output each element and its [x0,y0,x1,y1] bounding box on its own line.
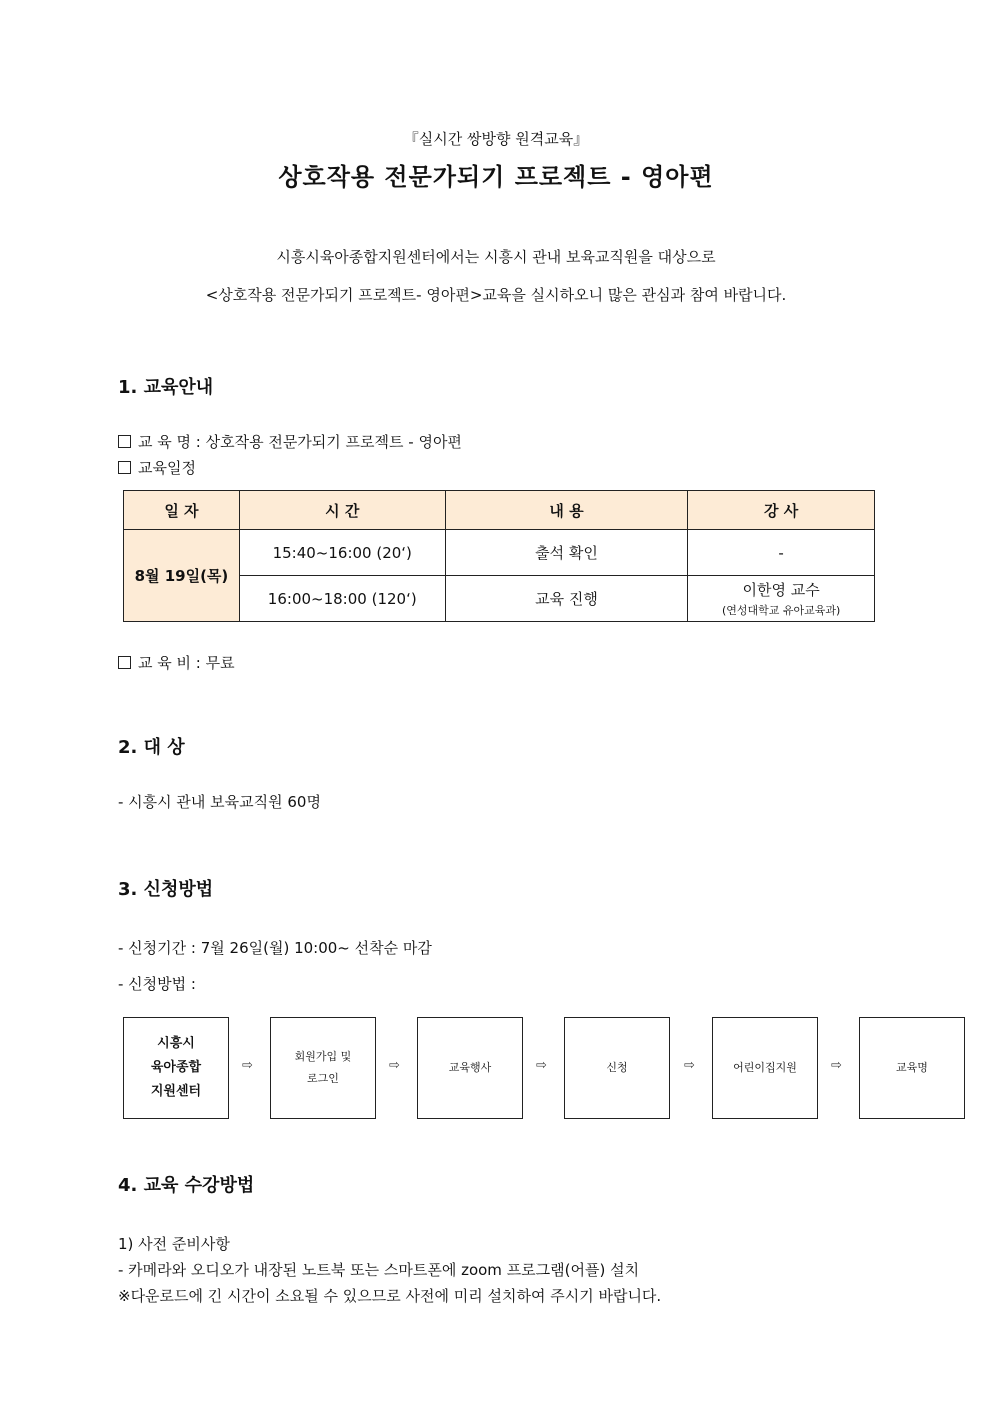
table-row [124,530,875,576]
fee-line [118,652,235,673]
header-instructor: 강 사 [688,491,875,530]
checkbox-icon [118,435,131,448]
content-cell: 출석 확인 [445,530,688,576]
instructor-affiliation: (연성대학교 유아교육과) [721,604,841,617]
schedule-table [123,490,875,622]
section-2-heading: 2. 대 상 [118,737,185,758]
instructor-cell [688,576,875,622]
document-title: 상호작용 전문가되기 프로젝트 - 영아편 [278,163,714,191]
intro-line-2: <상호작용 전문가되기 프로젝트- 영아편>교육을 실시하오니 많은 관심과 참여 바랍니다. [205,286,787,304]
arrow-right-icon: ⇨ [684,1058,695,1073]
time-cell: 15:40~16:00 (20‘) [239,530,445,576]
arrow-right-icon: ⇨ [536,1058,547,1073]
arrow-right-icon: ⇨ [831,1058,842,1073]
step-box-apply: 신청 [564,1017,670,1119]
date-cell: 8월 19일(목) [124,530,240,622]
instructor-name: 이한영 교수 [742,581,820,599]
section-4-heading: 4. 교육 수강방법 [118,1175,255,1196]
table-header-row [124,491,875,530]
time-cell: 16:00~18:00 (120‘) [239,576,445,622]
section-1-heading: 1. 교육안내 [118,377,214,398]
prep-line-1: - 카메라와 오디오가 내장된 노트북 또는 스마트폰에 zoom 프로그램(어플) 설치 [118,1261,640,1279]
target-line: - 시흥시 관내 보육교직원 60명 [118,793,321,811]
schedule-label-text: 교육일정 [138,459,196,477]
fee-text: 교 육 비 : 무료 [138,654,235,672]
checkbox-icon [118,656,131,669]
step-box-daycare-support: 어린이집지원 [712,1017,818,1119]
prep-subheading: 1) 사전 준비사항 [118,1235,230,1253]
course-name-line [118,431,462,452]
step-box-login: 회원가입 및 로그인 [270,1017,376,1119]
step-box-center: 시흥시 육아종합 지원센터 [123,1017,229,1119]
step-box-events: 교육행사 [417,1017,523,1119]
instructor-cell: - [688,530,875,576]
header-date: 일 자 [124,491,240,530]
schedule-label-line [118,457,196,478]
document-subtitle: 『실시간 쌍방향 원격교육』 [403,130,589,148]
header-time: 시 간 [239,491,445,530]
section-3-heading: 3. 신청방법 [118,879,214,900]
content-cell: 교육 진행 [445,576,688,622]
course-name-text: 교 육 명 : 상호작용 전문가되기 프로젝트 - 영아편 [138,433,462,451]
header-content: 내 용 [445,491,688,530]
step-box-course-name: 교육명 [859,1017,965,1119]
prep-line-2: ※다운로드에 긴 시간이 소요될 수 있으므로 사전에 미리 설치하여 주시기 바랍니다. [118,1287,662,1305]
intro-line-1: 시흥시육아종합지원센터에서는 시흥시 관내 보육교직원을 대상으로 [276,248,716,266]
application-method-label: - 신청방법 : [118,975,196,993]
arrow-right-icon: ⇨ [242,1058,253,1073]
application-period: - 신청기간 : 7월 26일(월) 10:00~ 선착순 마감 [118,939,432,957]
checkbox-icon [118,461,131,474]
arrow-right-icon: ⇨ [389,1058,400,1073]
